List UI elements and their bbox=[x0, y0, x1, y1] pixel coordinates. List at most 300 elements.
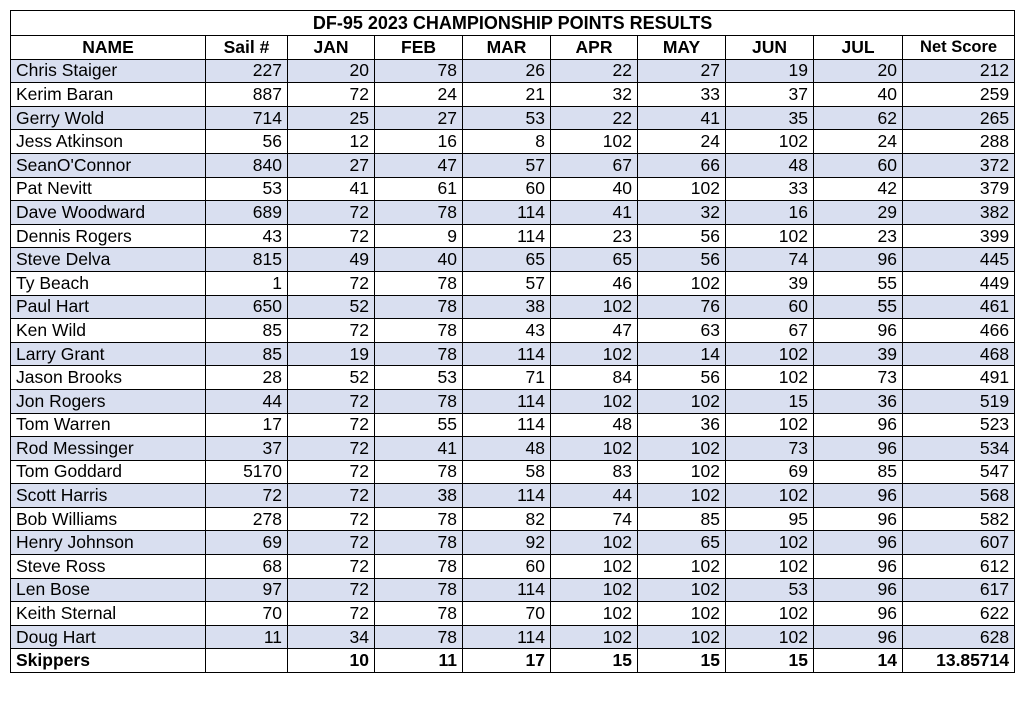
cell-jul: 36 bbox=[814, 389, 903, 413]
cell-jan: 27 bbox=[288, 153, 375, 177]
cell-jun: 102 bbox=[726, 342, 814, 366]
skippers-jun: 15 bbox=[726, 649, 814, 673]
cell-sail: 68 bbox=[206, 555, 288, 579]
table-row bbox=[11, 106, 1015, 130]
cell-jun: 15 bbox=[726, 389, 814, 413]
cell-apr: 23 bbox=[551, 224, 638, 248]
cell-feb: 78 bbox=[375, 602, 463, 626]
table-row bbox=[11, 271, 1015, 295]
cell-jul: 96 bbox=[814, 437, 903, 461]
cell-apr: 22 bbox=[551, 59, 638, 83]
header-jul: JUL bbox=[814, 36, 903, 60]
cell-mar: 48 bbox=[463, 437, 551, 461]
cell-jun: 69 bbox=[726, 460, 814, 484]
cell-net: 468 bbox=[903, 342, 1015, 366]
cell-jun: 16 bbox=[726, 201, 814, 225]
cell-may: 24 bbox=[638, 130, 726, 154]
cell-feb: 9 bbox=[375, 224, 463, 248]
cell-jun: 53 bbox=[726, 578, 814, 602]
cell-jul: 96 bbox=[814, 531, 903, 555]
cell-net: 617 bbox=[903, 578, 1015, 602]
skippers-may: 15 bbox=[638, 649, 726, 673]
cell-apr: 102 bbox=[551, 578, 638, 602]
table-row bbox=[11, 153, 1015, 177]
cell-may: 56 bbox=[638, 366, 726, 390]
cell-sail: 689 bbox=[206, 201, 288, 225]
cell-jul: 96 bbox=[814, 319, 903, 343]
cell-apr: 41 bbox=[551, 201, 638, 225]
cell-may: 76 bbox=[638, 295, 726, 319]
header-net-score: Net Score bbox=[903, 36, 1015, 60]
cell-name: Len Bose bbox=[11, 578, 206, 602]
cell-feb: 78 bbox=[375, 201, 463, 225]
cell-net: 612 bbox=[903, 555, 1015, 579]
cell-jan: 72 bbox=[288, 460, 375, 484]
cell-feb: 78 bbox=[375, 319, 463, 343]
cell-name: Jon Rogers bbox=[11, 389, 206, 413]
cell-mar: 82 bbox=[463, 507, 551, 531]
cell-jul: 55 bbox=[814, 271, 903, 295]
cell-mar: 8 bbox=[463, 130, 551, 154]
cell-may: 32 bbox=[638, 201, 726, 225]
cell-name: Doug Hart bbox=[11, 625, 206, 649]
cell-net: 259 bbox=[903, 83, 1015, 107]
skippers-row bbox=[11, 649, 1015, 673]
cell-name: Scott Harris bbox=[11, 484, 206, 508]
cell-net: 212 bbox=[903, 59, 1015, 83]
championship-results-table bbox=[10, 10, 1015, 673]
cell-jun: 73 bbox=[726, 437, 814, 461]
table-row bbox=[11, 484, 1015, 508]
cell-name: Ty Beach bbox=[11, 271, 206, 295]
cell-may: 65 bbox=[638, 531, 726, 555]
cell-net: 523 bbox=[903, 413, 1015, 437]
cell-may: 66 bbox=[638, 153, 726, 177]
cell-mar: 114 bbox=[463, 578, 551, 602]
cell-net: 491 bbox=[903, 366, 1015, 390]
cell-sail: 1 bbox=[206, 271, 288, 295]
cell-mar: 114 bbox=[463, 342, 551, 366]
table-row bbox=[11, 625, 1015, 649]
cell-apr: 102 bbox=[551, 130, 638, 154]
cell-jan: 72 bbox=[288, 602, 375, 626]
cell-mar: 26 bbox=[463, 59, 551, 83]
cell-jul: 62 bbox=[814, 106, 903, 130]
cell-jun: 102 bbox=[726, 224, 814, 248]
cell-sail: 650 bbox=[206, 295, 288, 319]
cell-jul: 60 bbox=[814, 153, 903, 177]
table-row bbox=[11, 413, 1015, 437]
cell-jan: 19 bbox=[288, 342, 375, 366]
cell-apr: 102 bbox=[551, 602, 638, 626]
cell-jun: 102 bbox=[726, 531, 814, 555]
cell-net: 534 bbox=[903, 437, 1015, 461]
cell-sail: 56 bbox=[206, 130, 288, 154]
cell-sail: 5170 bbox=[206, 460, 288, 484]
cell-sail: 278 bbox=[206, 507, 288, 531]
cell-mar: 114 bbox=[463, 484, 551, 508]
cell-name: Keith Sternal bbox=[11, 602, 206, 626]
cell-jul: 24 bbox=[814, 130, 903, 154]
cell-jan: 20 bbox=[288, 59, 375, 83]
cell-feb: 41 bbox=[375, 437, 463, 461]
cell-jan: 72 bbox=[288, 201, 375, 225]
cell-feb: 38 bbox=[375, 484, 463, 508]
cell-jan: 25 bbox=[288, 106, 375, 130]
cell-may: 102 bbox=[638, 555, 726, 579]
cell-apr: 102 bbox=[551, 389, 638, 413]
cell-net: 568 bbox=[903, 484, 1015, 508]
cell-sail: 227 bbox=[206, 59, 288, 83]
cell-mar: 114 bbox=[463, 413, 551, 437]
cell-jul: 96 bbox=[814, 248, 903, 272]
cell-jan: 72 bbox=[288, 578, 375, 602]
cell-may: 85 bbox=[638, 507, 726, 531]
cell-apr: 102 bbox=[551, 555, 638, 579]
cell-jan: 52 bbox=[288, 295, 375, 319]
cell-mar: 43 bbox=[463, 319, 551, 343]
cell-net: 547 bbox=[903, 460, 1015, 484]
cell-jan: 72 bbox=[288, 531, 375, 555]
table-row bbox=[11, 319, 1015, 343]
cell-jul: 96 bbox=[814, 507, 903, 531]
cell-apr: 74 bbox=[551, 507, 638, 531]
table-row bbox=[11, 531, 1015, 555]
skippers-jul: 14 bbox=[814, 649, 903, 673]
skippers-apr: 15 bbox=[551, 649, 638, 673]
cell-mar: 21 bbox=[463, 83, 551, 107]
cell-name: Steve Ross bbox=[11, 555, 206, 579]
cell-name: Chris Staiger bbox=[11, 59, 206, 83]
cell-net: 466 bbox=[903, 319, 1015, 343]
cell-apr: 46 bbox=[551, 271, 638, 295]
cell-jun: 102 bbox=[726, 555, 814, 579]
cell-name: Tom Warren bbox=[11, 413, 206, 437]
cell-may: 102 bbox=[638, 578, 726, 602]
header-jan: JAN bbox=[288, 36, 375, 60]
cell-jul: 23 bbox=[814, 224, 903, 248]
cell-name: Ken Wild bbox=[11, 319, 206, 343]
cell-name: Larry Grant bbox=[11, 342, 206, 366]
cell-may: 14 bbox=[638, 342, 726, 366]
cell-jul: 96 bbox=[814, 602, 903, 626]
cell-net: 449 bbox=[903, 271, 1015, 295]
cell-may: 102 bbox=[638, 484, 726, 508]
table-row bbox=[11, 295, 1015, 319]
skippers-feb: 11 bbox=[375, 649, 463, 673]
cell-mar: 60 bbox=[463, 555, 551, 579]
cell-jul: 96 bbox=[814, 413, 903, 437]
cell-may: 41 bbox=[638, 106, 726, 130]
cell-jun: 95 bbox=[726, 507, 814, 531]
cell-jan: 41 bbox=[288, 177, 375, 201]
cell-sail: 85 bbox=[206, 342, 288, 366]
cell-net: 399 bbox=[903, 224, 1015, 248]
cell-jun: 102 bbox=[726, 484, 814, 508]
cell-may: 102 bbox=[638, 271, 726, 295]
cell-feb: 78 bbox=[375, 507, 463, 531]
table-row bbox=[11, 224, 1015, 248]
table-row bbox=[11, 177, 1015, 201]
cell-jul: 55 bbox=[814, 295, 903, 319]
cell-jan: 49 bbox=[288, 248, 375, 272]
cell-mar: 114 bbox=[463, 201, 551, 225]
table-title: DF-95 2023 CHAMPIONSHIP POINTS RESULTS bbox=[11, 11, 1015, 36]
cell-name: Dave Woodward bbox=[11, 201, 206, 225]
cell-sail: 815 bbox=[206, 248, 288, 272]
cell-may: 102 bbox=[638, 460, 726, 484]
cell-jun: 102 bbox=[726, 602, 814, 626]
cell-feb: 55 bbox=[375, 413, 463, 437]
cell-jan: 72 bbox=[288, 224, 375, 248]
table-row bbox=[11, 201, 1015, 225]
cell-feb: 47 bbox=[375, 153, 463, 177]
cell-jun: 48 bbox=[726, 153, 814, 177]
cell-jul: 96 bbox=[814, 555, 903, 579]
cell-net: 628 bbox=[903, 625, 1015, 649]
cell-mar: 114 bbox=[463, 625, 551, 649]
cell-name: Pat Nevitt bbox=[11, 177, 206, 201]
cell-feb: 78 bbox=[375, 578, 463, 602]
cell-jun: 60 bbox=[726, 295, 814, 319]
cell-net: 607 bbox=[903, 531, 1015, 555]
cell-sail: 97 bbox=[206, 578, 288, 602]
cell-feb: 78 bbox=[375, 531, 463, 555]
cell-jun: 67 bbox=[726, 319, 814, 343]
cell-apr: 32 bbox=[551, 83, 638, 107]
cell-jun: 74 bbox=[726, 248, 814, 272]
cell-may: 102 bbox=[638, 602, 726, 626]
cell-feb: 78 bbox=[375, 342, 463, 366]
cell-may: 56 bbox=[638, 248, 726, 272]
cell-jan: 72 bbox=[288, 413, 375, 437]
cell-name: Henry Johnson bbox=[11, 531, 206, 555]
table-row bbox=[11, 460, 1015, 484]
header-row bbox=[11, 36, 1015, 60]
cell-apr: 48 bbox=[551, 413, 638, 437]
cell-mar: 114 bbox=[463, 224, 551, 248]
cell-name: Jason Brooks bbox=[11, 366, 206, 390]
results-body bbox=[11, 59, 1015, 649]
cell-jan: 72 bbox=[288, 555, 375, 579]
skippers-label: Skippers bbox=[11, 649, 206, 673]
cell-net: 379 bbox=[903, 177, 1015, 201]
cell-sail: 17 bbox=[206, 413, 288, 437]
cell-net: 372 bbox=[903, 153, 1015, 177]
cell-net: 461 bbox=[903, 295, 1015, 319]
cell-name: Rod Messinger bbox=[11, 437, 206, 461]
cell-apr: 102 bbox=[551, 531, 638, 555]
cell-jun: 33 bbox=[726, 177, 814, 201]
table-row bbox=[11, 248, 1015, 272]
title-row bbox=[11, 11, 1015, 36]
cell-jul: 39 bbox=[814, 342, 903, 366]
cell-apr: 83 bbox=[551, 460, 638, 484]
cell-mar: 53 bbox=[463, 106, 551, 130]
cell-jul: 40 bbox=[814, 83, 903, 107]
cell-feb: 16 bbox=[375, 130, 463, 154]
table-row bbox=[11, 130, 1015, 154]
cell-name: Steve Delva bbox=[11, 248, 206, 272]
cell-feb: 24 bbox=[375, 83, 463, 107]
cell-feb: 61 bbox=[375, 177, 463, 201]
header-jun: JUN bbox=[726, 36, 814, 60]
cell-apr: 84 bbox=[551, 366, 638, 390]
cell-name: Gerry Wold bbox=[11, 106, 206, 130]
cell-jul: 20 bbox=[814, 59, 903, 83]
cell-feb: 78 bbox=[375, 389, 463, 413]
cell-feb: 53 bbox=[375, 366, 463, 390]
cell-jul: 96 bbox=[814, 484, 903, 508]
cell-mar: 58 bbox=[463, 460, 551, 484]
cell-jan: 72 bbox=[288, 389, 375, 413]
cell-jun: 39 bbox=[726, 271, 814, 295]
cell-mar: 57 bbox=[463, 153, 551, 177]
cell-sail: 43 bbox=[206, 224, 288, 248]
cell-mar: 92 bbox=[463, 531, 551, 555]
cell-may: 102 bbox=[638, 625, 726, 649]
skippers-sail bbox=[206, 649, 288, 673]
cell-may: 63 bbox=[638, 319, 726, 343]
header-apr: APR bbox=[551, 36, 638, 60]
cell-jun: 102 bbox=[726, 413, 814, 437]
cell-apr: 102 bbox=[551, 342, 638, 366]
cell-sail: 11 bbox=[206, 625, 288, 649]
cell-jul: 73 bbox=[814, 366, 903, 390]
cell-feb: 78 bbox=[375, 625, 463, 649]
cell-name: Jess Atkinson bbox=[11, 130, 206, 154]
cell-name: Paul Hart bbox=[11, 295, 206, 319]
cell-jun: 19 bbox=[726, 59, 814, 83]
cell-apr: 47 bbox=[551, 319, 638, 343]
table-row bbox=[11, 555, 1015, 579]
cell-jan: 34 bbox=[288, 625, 375, 649]
cell-mar: 114 bbox=[463, 389, 551, 413]
cell-sail: 887 bbox=[206, 83, 288, 107]
cell-sail: 37 bbox=[206, 437, 288, 461]
cell-apr: 102 bbox=[551, 437, 638, 461]
cell-may: 102 bbox=[638, 389, 726, 413]
cell-may: 36 bbox=[638, 413, 726, 437]
cell-jun: 102 bbox=[726, 366, 814, 390]
cell-apr: 102 bbox=[551, 625, 638, 649]
cell-feb: 78 bbox=[375, 555, 463, 579]
table-row bbox=[11, 507, 1015, 531]
cell-may: 27 bbox=[638, 59, 726, 83]
cell-sail: 714 bbox=[206, 106, 288, 130]
cell-apr: 22 bbox=[551, 106, 638, 130]
header-sail: Sail # bbox=[206, 36, 288, 60]
cell-mar: 70 bbox=[463, 602, 551, 626]
cell-net: 445 bbox=[903, 248, 1015, 272]
cell-apr: 65 bbox=[551, 248, 638, 272]
cell-apr: 44 bbox=[551, 484, 638, 508]
table-row bbox=[11, 389, 1015, 413]
cell-mar: 38 bbox=[463, 295, 551, 319]
table-row bbox=[11, 602, 1015, 626]
cell-jan: 72 bbox=[288, 507, 375, 531]
cell-jun: 35 bbox=[726, 106, 814, 130]
cell-name: Dennis Rogers bbox=[11, 224, 206, 248]
cell-jan: 52 bbox=[288, 366, 375, 390]
cell-may: 56 bbox=[638, 224, 726, 248]
header-name: NAME bbox=[11, 36, 206, 60]
cell-net: 265 bbox=[903, 106, 1015, 130]
cell-feb: 78 bbox=[375, 460, 463, 484]
table-row bbox=[11, 366, 1015, 390]
cell-jan: 72 bbox=[288, 83, 375, 107]
cell-jul: 29 bbox=[814, 201, 903, 225]
cell-sail: 44 bbox=[206, 389, 288, 413]
cell-sail: 53 bbox=[206, 177, 288, 201]
cell-feb: 78 bbox=[375, 271, 463, 295]
cell-mar: 57 bbox=[463, 271, 551, 295]
header-feb: FEB bbox=[375, 36, 463, 60]
cell-may: 102 bbox=[638, 177, 726, 201]
cell-jul: 96 bbox=[814, 625, 903, 649]
cell-net: 288 bbox=[903, 130, 1015, 154]
skippers-net: 13.85714 bbox=[903, 649, 1015, 673]
table-row bbox=[11, 437, 1015, 461]
cell-mar: 71 bbox=[463, 366, 551, 390]
cell-jan: 72 bbox=[288, 484, 375, 508]
cell-feb: 27 bbox=[375, 106, 463, 130]
cell-net: 382 bbox=[903, 201, 1015, 225]
cell-may: 102 bbox=[638, 437, 726, 461]
table-row bbox=[11, 83, 1015, 107]
cell-jul: 42 bbox=[814, 177, 903, 201]
cell-jun: 102 bbox=[726, 130, 814, 154]
cell-apr: 40 bbox=[551, 177, 638, 201]
cell-sail: 70 bbox=[206, 602, 288, 626]
cell-sail: 72 bbox=[206, 484, 288, 508]
cell-mar: 65 bbox=[463, 248, 551, 272]
header-may: MAY bbox=[638, 36, 726, 60]
cell-jan: 72 bbox=[288, 437, 375, 461]
table-row bbox=[11, 342, 1015, 366]
cell-jul: 96 bbox=[814, 578, 903, 602]
cell-name: Bob Williams bbox=[11, 507, 206, 531]
cell-sail: 840 bbox=[206, 153, 288, 177]
cell-jun: 37 bbox=[726, 83, 814, 107]
cell-feb: 78 bbox=[375, 295, 463, 319]
cell-sail: 85 bbox=[206, 319, 288, 343]
cell-sail: 28 bbox=[206, 366, 288, 390]
cell-mar: 60 bbox=[463, 177, 551, 201]
cell-feb: 78 bbox=[375, 59, 463, 83]
cell-apr: 67 bbox=[551, 153, 638, 177]
header-mar: MAR bbox=[463, 36, 551, 60]
cell-jun: 102 bbox=[726, 625, 814, 649]
cell-net: 519 bbox=[903, 389, 1015, 413]
cell-feb: 40 bbox=[375, 248, 463, 272]
cell-apr: 102 bbox=[551, 295, 638, 319]
skippers-mar: 17 bbox=[463, 649, 551, 673]
cell-sail: 69 bbox=[206, 531, 288, 555]
skippers-jan: 10 bbox=[288, 649, 375, 673]
cell-name: SeanO'Connor bbox=[11, 153, 206, 177]
table-row bbox=[11, 578, 1015, 602]
cell-net: 622 bbox=[903, 602, 1015, 626]
cell-jan: 12 bbox=[288, 130, 375, 154]
cell-jul: 85 bbox=[814, 460, 903, 484]
cell-may: 33 bbox=[638, 83, 726, 107]
cell-jan: 72 bbox=[288, 319, 375, 343]
cell-net: 582 bbox=[903, 507, 1015, 531]
cell-name: Tom Goddard bbox=[11, 460, 206, 484]
table-row bbox=[11, 59, 1015, 83]
cell-name: Kerim Baran bbox=[11, 83, 206, 107]
